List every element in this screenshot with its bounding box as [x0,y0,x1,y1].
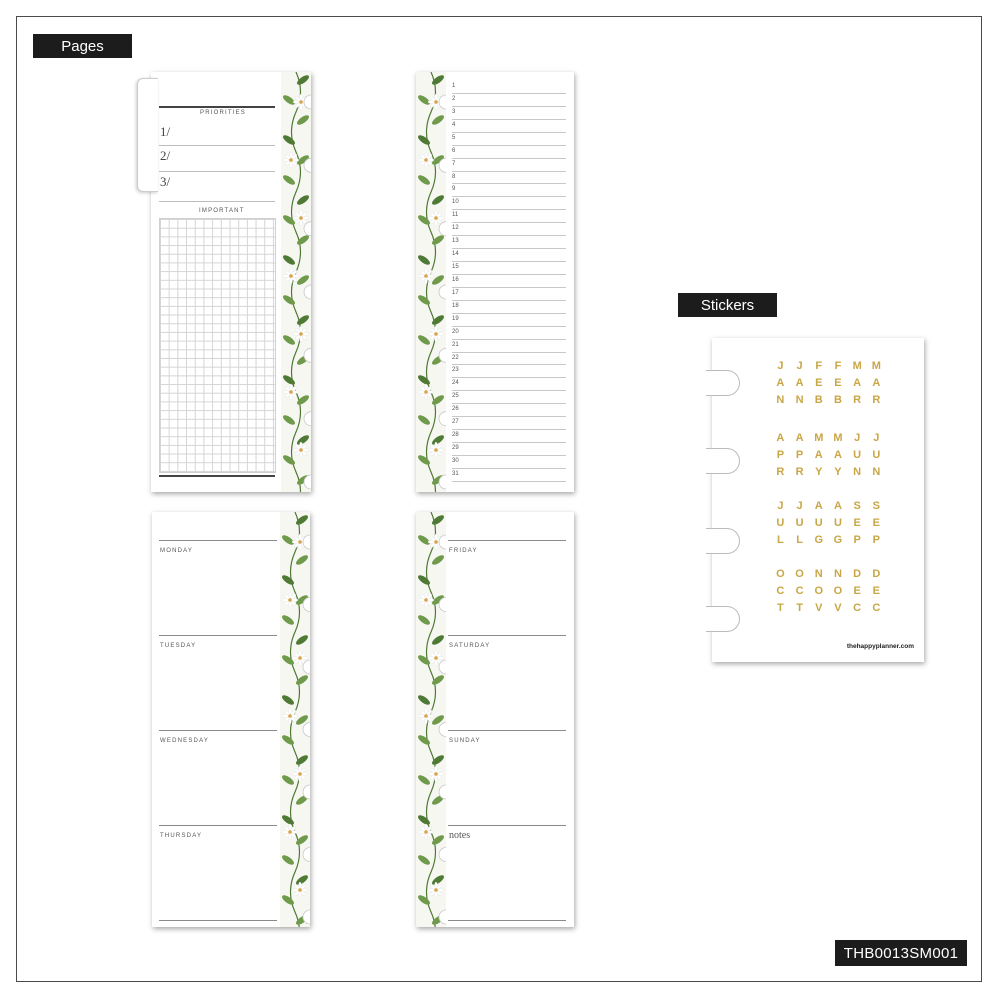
sticker-group [772,360,885,411]
sticker-sheet [712,338,924,662]
sticker-letter: F [834,360,842,372]
day-rule [159,825,277,826]
vine-illustration [416,72,446,492]
sticker-letter: A [795,377,804,389]
sticker-letter: B [814,394,823,406]
sticker-letter: J [873,432,880,444]
sticker-letter: M [871,360,881,372]
disc-notch [706,528,740,554]
sticker-letter: T [796,602,803,614]
daisy-center [298,656,302,660]
week-left-page [152,512,310,927]
sticker-letter: R [853,394,862,406]
floral-border [280,512,310,927]
daisy-center [299,100,303,104]
sticker-letter: N [853,466,862,478]
daisy-center [288,598,292,602]
daisy-center [434,448,438,452]
list-item: 31 [452,469,566,482]
daisy-center [288,714,292,718]
sticker-letter: G [833,534,843,546]
list-item: 22 [452,353,566,366]
list-item: 16 [452,275,566,288]
sticker-letter: O [833,585,843,597]
priorities-page [151,72,311,492]
list-item: 21 [452,340,566,353]
vine-illustration [280,512,310,927]
day-monday: MONDAY [160,548,194,554]
sticker-letter: R [872,394,881,406]
list-item: 8 [452,172,566,185]
day-rule [448,825,566,826]
sticker-letter: C [795,585,804,597]
sticker-letter: T [777,602,784,614]
product-code: THB0013SM001 [835,940,967,966]
sticker-letter: O [814,585,824,597]
daisy-center [299,332,303,336]
floral-border [416,72,446,492]
sticker-letter: U [833,517,842,529]
list-item: 4 [452,120,566,133]
priority-1: 1/ [160,124,171,139]
sticker-letter: D [853,568,862,580]
list-item: 13 [452,236,566,249]
daisy-center [299,448,303,452]
priority-3: 3/ [160,174,171,189]
list-item: 27 [452,417,566,430]
page-tab [137,78,158,192]
sticker-letter: A [833,449,842,461]
bottom-rule [159,475,275,477]
brand-url: thehappyplanner.com [846,643,914,650]
list-item: 6 [452,146,566,159]
sticker-letter: C [853,602,862,614]
list-item: 5 [452,133,566,146]
floral-border [416,512,446,927]
daisy-center [434,332,438,336]
sticker-letter: E [834,377,842,389]
list-item: 28 [452,430,566,443]
sticker-letter: C [776,585,785,597]
sticker-letter: N [814,568,823,580]
sticker-letter: A [795,432,804,444]
daisy-center [434,216,438,220]
disc-notch [706,370,740,396]
sticker-letter: J [854,432,861,444]
sticker-letter: A [776,432,785,444]
daisy-center [434,772,438,776]
top-rule [159,106,275,108]
day-rule [159,635,277,636]
pages-label: Pages [33,34,132,58]
sticker-letter: P [795,449,804,461]
sticker-letter: R [776,466,785,478]
sticker-letter: G [814,534,824,546]
important-heading: IMPORTANT [199,208,245,214]
sticker-group [772,568,885,619]
stickers-label: Stickers [678,293,777,317]
sticker-letter: U [853,449,862,461]
list-item: 15 [452,262,566,275]
list-item: 11 [452,210,566,223]
sticker-letter: J [796,500,803,512]
list-item: 14 [452,249,566,262]
daisy-center [434,540,438,544]
day-rule [448,540,566,541]
sticker-group [772,500,885,551]
day-rule [448,920,566,921]
sticker-letter: B [833,394,842,406]
daisy-center [299,216,303,220]
list-item: 10 [452,197,566,210]
list-item: 17 [452,288,566,301]
sticker-letter: V [815,602,823,614]
daisy-center [289,158,293,162]
list-item: 25 [452,391,566,404]
priority-line-1 [159,145,275,146]
daisy-center [289,390,293,394]
sticker-letter: E [853,585,861,597]
sticker-letter: M [814,432,824,444]
list-item: 29 [452,443,566,456]
sticker-letter: C [872,602,881,614]
disc-notch [706,606,740,632]
daisy-center [298,888,302,892]
sticker-letter: A [853,377,862,389]
list-item: 7 [452,159,566,172]
list-item: 9 [452,184,566,197]
day-wednesday: WEDNESDAY [160,738,210,744]
sticker-letter: P [872,534,880,546]
sticker-letter: V [834,602,842,614]
day-rule [448,730,566,731]
list-item: 30 [452,456,566,469]
day-rule [159,540,277,541]
sticker-letter: P [776,449,785,461]
daisy-center [289,274,293,278]
daisy-center [424,390,428,394]
notes-heading: notes [449,830,471,841]
floral-border [281,72,311,492]
daisy-center [424,830,428,834]
daisy-center [298,540,302,544]
sticker-letter: S [853,500,861,512]
dot-grid [159,218,276,473]
daisy-center [424,598,428,602]
day-tuesday: TUESDAY [160,643,197,649]
list-item: 1 [452,81,566,94]
sticker-letter: L [777,534,784,546]
day-rule [159,920,277,921]
daisy-center [424,158,428,162]
sticker-letter: A [833,500,842,512]
sticker-letter: E [872,517,880,529]
priority-2: 2/ [160,148,171,163]
sticker-letter: N [795,394,804,406]
vine-illustration [416,512,446,927]
sticker-letter: D [872,568,881,580]
daisy-center [434,656,438,660]
sticker-letter: U [814,517,823,529]
disc-notch [706,448,740,474]
sticker-letter: U [776,517,785,529]
sticker-letter: S [872,500,880,512]
sticker-letter: R [795,466,804,478]
sticker-letter: M [852,360,862,372]
sticker-letter: F [815,360,823,372]
list-item: 26 [452,404,566,417]
sticker-letter: Y [815,466,823,478]
sticker-letter: A [872,377,881,389]
vine-illustration [281,72,311,492]
list-item: 24 [452,378,566,391]
list-item: 3 [452,107,566,120]
sticker-letter: U [872,449,881,461]
day-sunday: SUNDAY [449,738,481,744]
sticker-letter: E [853,517,861,529]
sticker-letter: O [776,568,785,580]
sticker-group [772,432,885,483]
priorities-heading: PRIORITIES [200,110,247,116]
daisy-center [424,714,428,718]
priority-line-3 [159,201,275,202]
sticker-letter: A [776,377,785,389]
sticker-letter: E [815,377,823,389]
list-item: 2 [452,94,566,107]
list-item: 12 [452,223,566,236]
sticker-letter: N [872,466,881,478]
sticker-letter: A [814,449,823,461]
sticker-letter: P [853,534,861,546]
sticker-letter: J [796,360,803,372]
list-item: 18 [452,301,566,314]
sticker-letter: N [776,394,785,406]
daisy-center [298,772,302,776]
sticker-letter: L [796,534,803,546]
priority-line-2 [159,171,275,172]
day-friday: FRIDAY [449,548,478,554]
list-item: 20 [452,327,566,340]
day-rule [448,635,566,636]
sticker-letter: O [795,568,804,580]
list-item: 23 [452,365,566,378]
sticker-letter: J [777,360,784,372]
sticker-letter: Y [834,466,842,478]
sticker-letter: E [872,585,880,597]
daisy-center [288,830,292,834]
daisy-center [434,100,438,104]
sticker-letter: J [777,500,784,512]
sticker-letter: U [795,517,804,529]
daisy-center [424,274,428,278]
week-right-page [416,512,574,927]
list-item: 19 [452,314,566,327]
daisy-center [434,888,438,892]
day-thursday: THURSDAY [160,833,203,839]
sticker-letter: M [833,432,843,444]
sticker-letter: A [814,500,823,512]
day-saturday: SATURDAY [449,643,491,649]
sticker-letter: N [833,568,842,580]
day-rule [159,730,277,731]
